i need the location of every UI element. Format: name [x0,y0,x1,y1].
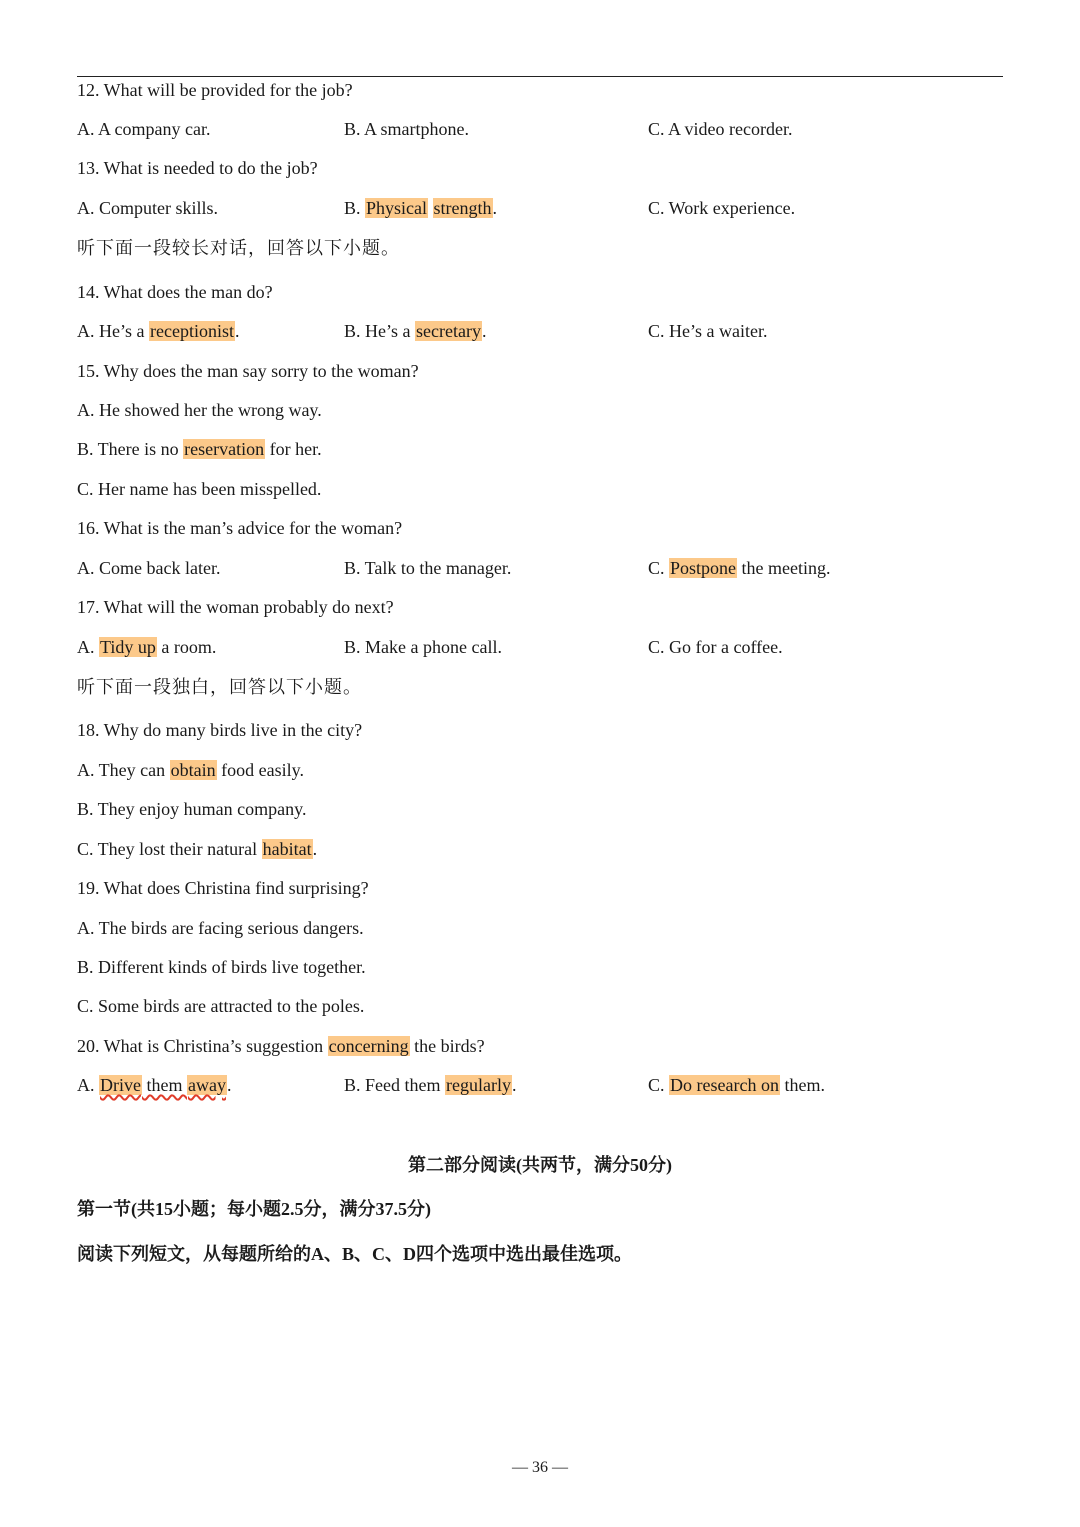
q15-option-c: C. Her name has been misspelled. [77,479,322,499]
option-text: B. He’s a [344,321,415,341]
q14-option-b [344,319,486,343]
highlight: Drive [100,1075,141,1095]
q19-option-b: B. Different kinds of birds live together. [77,957,366,977]
header-rule [77,76,1003,77]
option-text: . [226,1075,232,1095]
option-text: A. [77,637,99,657]
q13-option-a: A. Computer skills. [77,198,219,218]
option-text: them. [779,1075,825,1095]
q19-option-c: C. Some birds are attracted to the poles. [77,996,365,1016]
part2-title: 第二部分阅读(共两节，满分50分) [408,1155,672,1175]
reading-instruction: 阅读下列短文，从每题所给的A、B、C、D四个选项中选出最佳选项。 [77,1244,632,1264]
q17-option-b: B. Make a phone call. [344,637,502,657]
q13-option-c: C. Work experience. [648,198,796,218]
q12-stem: 12. What will be provided for the job? [77,80,353,100]
option-text: food easily. [216,760,304,780]
q20-option-c [648,1073,825,1097]
option-text: a room. [156,637,217,657]
q15-option-a: A. He showed her the wrong way. [77,400,322,420]
highlight: strength [433,198,492,218]
highlight: concerning [328,1036,409,1056]
q19-option-a: A. The birds are facing serious dangers. [77,918,364,938]
q16-option-a: A. Come back later. [77,558,221,578]
q16-option-c [648,556,831,580]
monologue-instruction: 听下面一段独白，回答以下小题。 [77,677,362,697]
option-text: A. He’s a [77,321,149,341]
option-text: . [492,198,498,218]
q12-option-c: C. A video recorder. [648,119,793,139]
option-text: C. [648,1075,670,1095]
option-text: the meeting. [737,558,831,578]
stem-text: the birds? [409,1036,485,1056]
highlight: away [187,1075,226,1095]
highlight: Postpone [670,558,737,578]
q13-stem: 13. What is needed to do the job? [77,158,318,178]
q20-option-b [344,1073,516,1097]
option-text: C. [648,558,670,578]
option-text: . [481,321,487,341]
q18-option-b: B. They enjoy human company. [77,799,307,819]
section1-title: 第一节(共15小题；每小题2.5分，满分37.5分) [77,1199,431,1219]
q15-stem: 15. Why does the man say sorry to the woman? [77,361,419,381]
q14-stem: 14. What does the man do? [77,282,273,302]
q14-option-c: C. He’s a waiter. [648,321,768,341]
option-text: A. They can [77,760,170,780]
option-text: B. There is no [77,439,184,459]
option-text: for her. [265,439,322,459]
highlight: Tidy up [100,637,156,657]
highlight: reservation [184,439,265,459]
q18-stem: 18. Why do many birds live in the city? [77,720,363,740]
option-text: A. [77,1075,99,1095]
q15-option-b [77,437,322,461]
option-text: B. Feed them [344,1075,445,1095]
highlight: habitat [262,839,312,859]
option-text: C. They lost their natural [77,839,262,859]
stem-text: 20. What is Christina’s suggestion [77,1036,328,1056]
wavy-underline [99,1075,227,1095]
q16-stem: 16. What is the man’s advice for the woman? [77,518,403,538]
highlight: obtain [170,760,216,780]
option-text: B. [344,198,366,218]
q12-option-a: A. A company car. [77,119,211,139]
q20-option-a [77,1073,231,1097]
highlight: Physical [366,198,428,218]
q20-stem [77,1034,485,1058]
q17-option-c: C. Go for a coffee. [648,637,783,657]
highlight: receptionist [149,321,234,341]
highlight: secretary [416,321,481,341]
q12-option-b: B. A smartphone. [344,119,469,139]
highlight: Do research on [670,1075,779,1095]
page-number: — 36 — [512,1459,568,1476]
q19-stem: 19. What does Christina find surprising? [77,878,369,898]
option-text: them [141,1075,187,1095]
q16-option-b: B. Talk to the manager. [344,558,512,578]
q18-option-a [77,758,304,782]
q14-option-a [77,319,239,343]
q13-option-b [344,196,497,220]
option-text: . [234,321,240,341]
highlight: regularly [446,1075,511,1095]
option-text: . [312,839,318,859]
dialogue-instruction: 听下面一段较长对话，回答以下小题。 [77,238,400,258]
q17-stem: 17. What will the woman probably do next? [77,597,394,617]
option-text: . [511,1075,517,1095]
q17-option-a [77,635,216,659]
q18-option-c [77,837,317,861]
